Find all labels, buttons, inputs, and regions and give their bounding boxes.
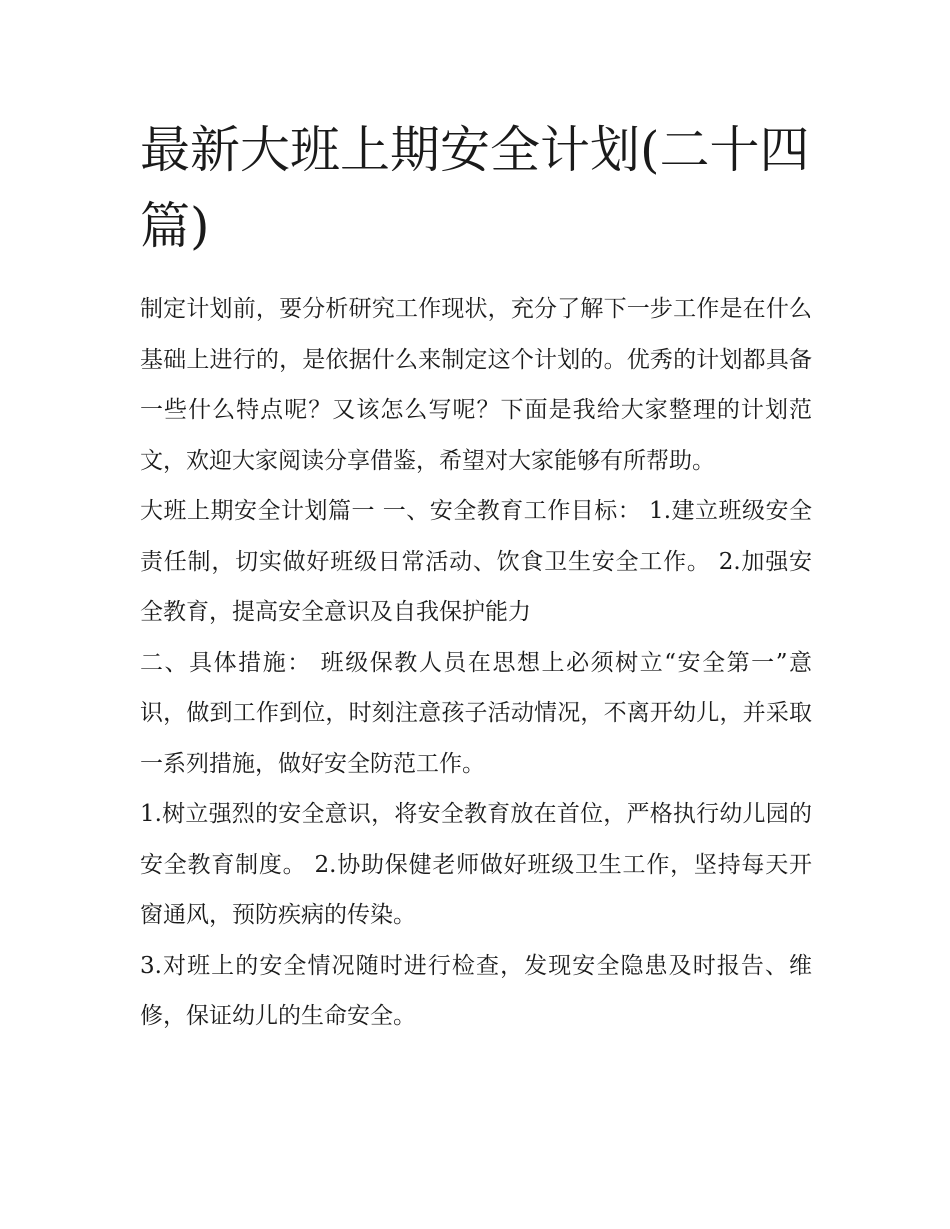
paragraph-intro: 制定计划前，要分析研究工作现状，充分了解下一步工作是在什么基础上进行的，是依据什么来制定这个计划的。优秀的计划都具备一些什么特点呢？又该怎么写呢？下面是我给大家整理的计划范文，欢迎大家阅读分享借鉴，希望对大家能够有所帮助。 [140, 296, 812, 474]
paragraph-measure-3: 3.对班上的安全情况随时进行检查，发现安全隐患及时报告、维修，保证幼儿的生命安全。 [140, 952, 812, 1029]
document-title: 最新大班上期安全计划(二十四篇) [140, 121, 810, 255]
paragraph-measures: 二、具体措施： 班级保教人员在思想上必须树立“安全第一”意识，做到工作到位，时刻注意孩子活动情况，不离开幼儿，并采取一系列措施，做好安全防范工作。 [140, 649, 812, 777]
paragraph-measure-1-2: 1.树立强烈的安全意识，将安全教育放在首位，严格执行幼儿园的安全教育制度。 2.协助保健老师做好班级卫生工作，坚持每天开窗通风，预防疾病的传染。 [140, 801, 812, 928]
document-page [140, 112, 812, 1042]
paragraph-goals: 大班上期安全计划篇一 一、安全教育工作目标： 1.建立班级安全责任制，切实做好班级日常活动、饮食卫生安全工作。 2.加强安全教育，提高安全意识及自我保护能力 [140, 498, 812, 625]
